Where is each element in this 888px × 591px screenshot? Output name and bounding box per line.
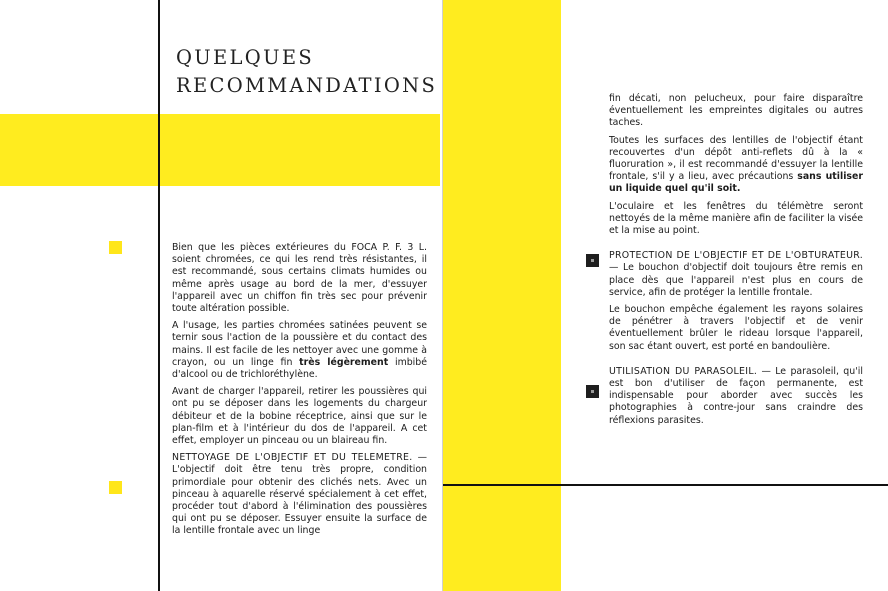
page-title [176,44,436,100]
paragraph-lens-cleaning: NETTOYAGE DE L'OBJECTIF ET DU TELEMETRE. — L'objectif doit être tenu très propre, condition primordiale pour obtenir des clichés nets. Avec un pinceau à aquarelle réservé spécialement à cet effet, procéder tout d'abord à l'élimination des poussières qui ont pu se déposer. Essuyer ensuite la surface de la lentille frontale avec un linge [172,452,427,537]
left-margin-rule [158,0,160,591]
paragraph-lens-cap: Le bouchon empêche également les rayons solaires de pénétrer à travers l'objectif et de venir éventuellement brûler le rideau lorsque l'appareil, son sac étant ouvert, est porté en bandoulière. [609,304,863,352]
emphasis-text: sans utiliser un liquide quel qu'il soit. [609,171,863,195]
section-marker-1 [109,241,122,254]
paragraph-chrome-care: Bien que les pièces extérieures du FOCA P. F. 3 L. soient chromées, ce qui les rend très résistantes, il est recommandé, sous certains climats humides ou même après usage au bord de la mer, d'essuyer l'appareil avec un chiffon fin très sec pour prévenir toute altération possible. [172,242,427,315]
left-text-column [172,242,427,543]
page-fold-line [442,0,443,591]
bottom-right-rule [443,484,888,486]
paragraph-lens-cloth: fin décati, non pelucheux, pour faire disparaître éventuellement les empreintes digitales ou autres taches. [609,93,863,129]
paragraph-anti-reflection: Toutes les surfaces des lentilles de l'objectif étant recouvertes d'un dépôt anti-reflets dû à la « fluoruration », il est recommandé d'essuyer la lentille frontale, s'il y a lieu, avec précautions sans utiliser un liquide quel qu'il soit. [609,134,863,195]
paragraph-viewfinder: L'oculaire et les fenêtres du télémètre seront nettoyés de la même manière afin de faciliter la visée et la mise au point. [609,200,863,237]
title-line-1: QUELQUES [176,46,315,69]
yellow-band-left [0,114,440,186]
paragraph-lens-hood: UTILISATION DU PARASOLEIL. — Le parasoleil, qu'il est bon d'utiliser de façon permanente, est indispensable pour aborder avec succès les photographies à contre-jour sans craindre des réflexions parasites. [609,365,863,426]
section-heading-hood: UTILISATION DU PARASOLEIL. [609,365,758,377]
right-text-column [609,93,863,432]
section-marker-2 [109,481,122,494]
title-line-2: RECOMMANDATIONS [176,74,438,97]
paragraph-loading-dust: Avant de charger l'appareil, retirer les poussières qui ont pu se déposer dans les logements du chargeur débiteur et de la bobine réceptrice, ainsi que sur le plan-film et à l'intérieur du dos de l'appareil. A cet effet, employer un pinceau ou un blaireau fin. [172,386,427,447]
section-marker-4 [586,385,599,398]
paragraph-lens-protection: PROTECTION DE L'OBJECTIF ET DE L'OBTURATEUR. — Le bouchon d'objectif doit toujours être remis en place dès que l'appareil n'est plus en cours de service, afin de protéger la lentille frontale. [609,250,863,298]
paragraph-chrome-cleaning: A l'usage, les parties chromées satinées peuvent se ternir sous l'action de la poussière et du contact des mains. Il est facile de les nettoyer avec une gomme à crayon, ou un linge fin très légèrement imbibé d'alcool ou de trichloréthylène. [172,320,428,381]
section-heading-lens: NETTOYAGE DE L'OBJECTIF ET DU TELEMETRE. [172,452,413,464]
yellow-band-center [443,0,561,591]
section-heading-protection: PROTECTION DE L'OBJECTIF ET DE L'OBTURATEUR. [609,250,863,262]
emphasis-text: très légèrement [299,356,389,368]
section-marker-3 [586,254,599,267]
